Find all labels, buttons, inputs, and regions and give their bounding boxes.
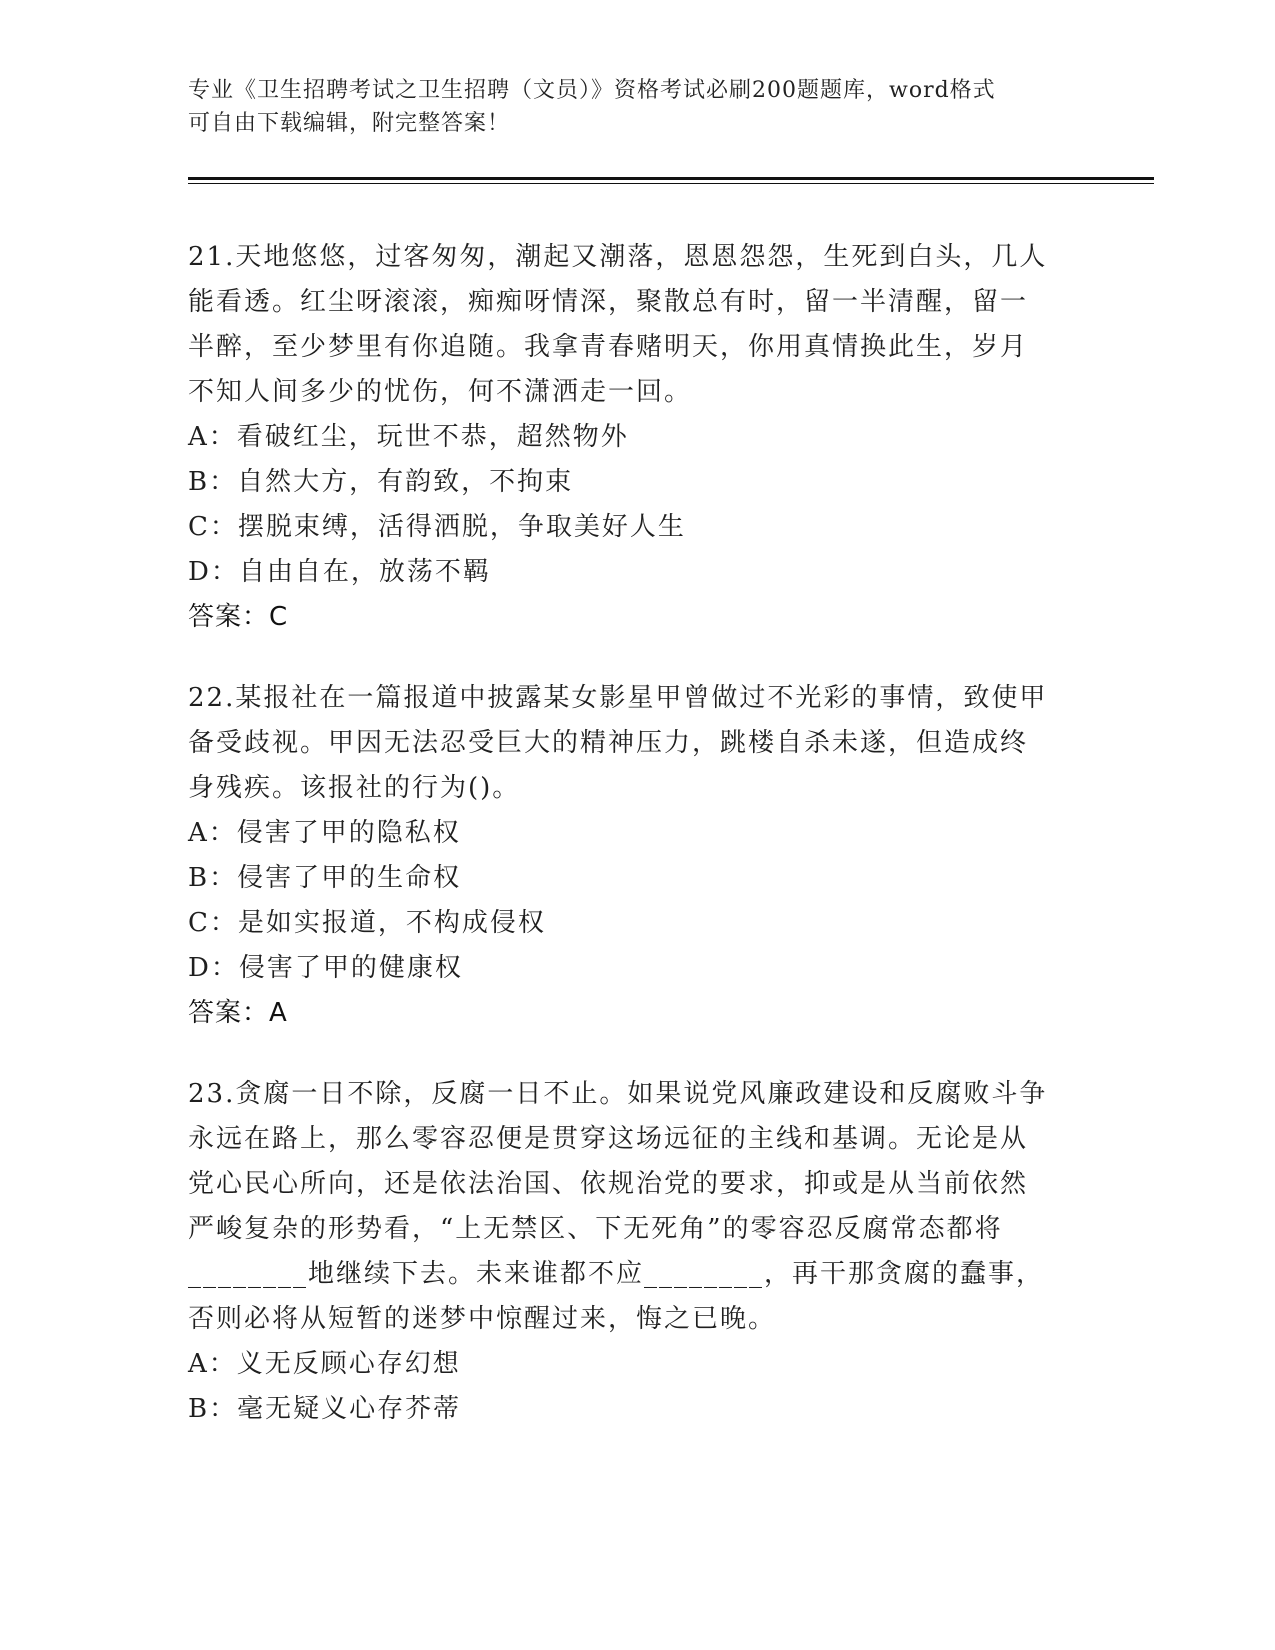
question-22 <box>188 676 1088 1036</box>
option-a: A：看破红尘，玩世不恭，超然物外 <box>188 422 629 452</box>
answer-label: 答案：C <box>188 602 289 632</box>
question-text <box>188 235 1088 415</box>
question-text-line: 严峻复杂的形势看，“上无禁区、下无死角”的零容忍反腐常态都将 <box>188 1214 1003 1244</box>
option-d: D：自由自在，放荡不羁 <box>188 557 491 587</box>
header-divider-thin <box>188 183 1154 184</box>
document-header <box>188 74 1068 140</box>
question-23 <box>188 1072 1088 1432</box>
question-21 <box>188 235 1088 640</box>
option-d: D：侵害了甲的健康权 <box>188 953 463 983</box>
option-a: A：侵害了甲的隐私权 <box>188 818 461 848</box>
question-text <box>188 676 1088 811</box>
question-text-line: 党心民心所向，还是依法治国、依规治党的要求，抑或是从当前依然 <box>188 1169 1029 1199</box>
question-text-line: ________地继续下去。未来谁都不应________，再干那贪腐的蠢事， <box>188 1259 1045 1289</box>
question-text-line: 身残疾。该报社的行为()。 <box>188 773 521 803</box>
question-text-line: 21.天地悠悠，过客匆匆，潮起又潮落，恩恩怨怨，生死到白头，几人 <box>188 242 1048 272</box>
option-c: C：是如实报道，不构成侵权 <box>188 908 546 938</box>
question-text-line: 永远在路上，那么零容忍便是贯穿这场远征的主线和基调。无论是从 <box>188 1124 1029 1154</box>
question-text-line: 备受歧视。甲因无法忍受巨大的精神压力，跳楼自杀未遂，但造成终 <box>188 728 1029 758</box>
question-list <box>188 235 1088 1468</box>
header-line-2: 可自由下载编辑，附完整答案！ <box>188 111 511 136</box>
question-text-line: 半醉，至少梦里有你追随。我拿青春赌明天，你用真情换此生，岁月 <box>188 332 1029 362</box>
question-text-line: 23.贪腐一日不除，反腐一日不止。如果说党风廉政建设和反腐败斗争 <box>188 1079 1048 1109</box>
header-divider-thick <box>188 177 1154 180</box>
option-a: A：义无反顾心存幻想 <box>188 1349 461 1379</box>
question-text <box>188 1072 1088 1342</box>
answer-label: 答案：A <box>188 998 288 1028</box>
option-b: B：侵害了甲的生命权 <box>188 863 462 893</box>
option-c: C：摆脱束缚，活得洒脱，争取美好人生 <box>188 512 686 542</box>
question-text-line: 能看透。红尘呀滚滚，痴痴呀情深，聚散总有时，留一半清醒，留一 <box>188 287 1029 317</box>
header-line-1: 专业《卫生招聘考试之卫生招聘（文员）》资格考试必刷200题题库，word格式 <box>188 78 996 103</box>
question-text-line: 否则必将从短暂的迷梦中惊醒过来，悔之已晚。 <box>188 1304 777 1334</box>
option-b: B：毫无疑义心存芥蒂 <box>188 1394 462 1424</box>
option-b: B：自然大方，有韵致，不拘束 <box>188 467 574 497</box>
question-text-line: 不知人间多少的忧伤，何不潇洒走一回。 <box>188 377 693 407</box>
question-text-line: 22.某报社在一篇报道中披露某女影星甲曾做过不光彩的事情，致使甲 <box>188 683 1048 713</box>
